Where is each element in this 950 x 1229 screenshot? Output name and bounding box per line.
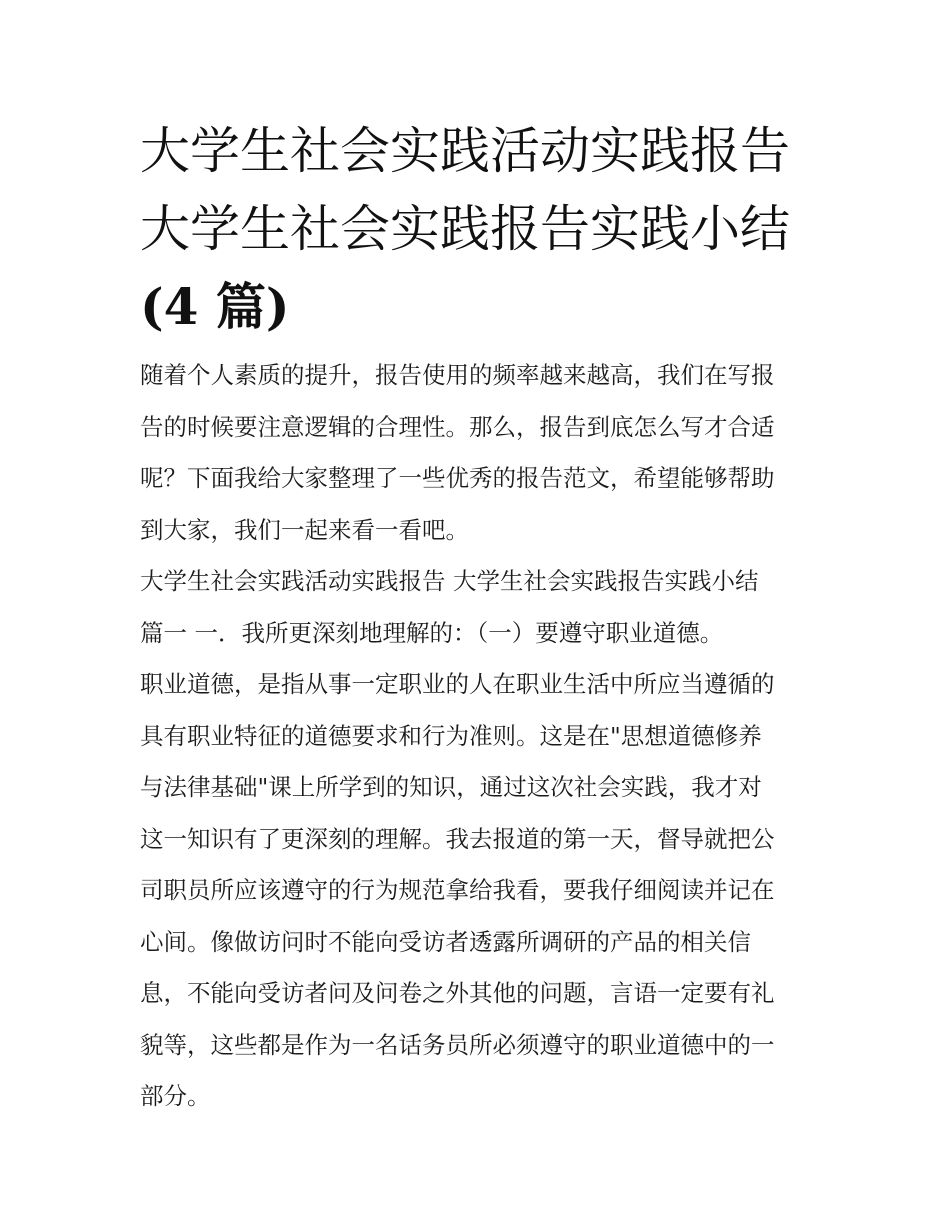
title-line-1: 大学生社会实践活动实践报告: [140, 122, 790, 180]
body-line-2: 告的时候要注意逻辑的合理性。那么，报告到底怎么写才合适: [140, 412, 775, 441]
body-line-10: 这一知识有了更深刻的理解。我去报道的第一天，督导就把公: [140, 824, 775, 853]
body-line-11: 司职员所应该遵守的行为规范拿给我看，要我仔细阅读并记在: [140, 876, 775, 904]
body-line-15: 部分。: [140, 1082, 211, 1110]
body-line-13: 息，不能向受访者问及问卷之外其他的问题，言语一定要有礼: [140, 979, 775, 1007]
body-line-14: 貌等，这些都是作为一名话务员所必须遵守的职业道德中的一: [140, 1030, 775, 1059]
title-line-3: (4 篇): [140, 277, 290, 336]
body-line-6: 篇一 一．我所更深刻地理解的：（一）要遵守职业道德。: [140, 618, 724, 647]
title-line-2: 大学生社会实践报告实践小结: [140, 200, 790, 258]
body-line-4: 到大家，我们一起来看一看吧。: [140, 515, 469, 544]
body-line-7: 职业道德，是指从事一定职业的人在职业生活中所应当遵循的: [140, 670, 775, 698]
body-line-12: 心间。像做访问时不能向受访者透露所调研的产品的相关信: [140, 927, 751, 956]
body-line-1: 随着个人素质的提升，报告使用的频率越来越高，我们在写报: [140, 361, 775, 389]
body-line-9: 与法律基础"课上所学到的知识，通过这次社会实践，我才对: [140, 773, 762, 801]
document-title: [140, 112, 812, 346]
body-line-8: 具有职业特征的道德要求和行为准则。这是在"思想道德修养: [140, 721, 762, 750]
body-line-5: 大学生社会实践活动实践报告 大学生社会实践报告实践小结: [140, 567, 759, 595]
document-body: [140, 350, 812, 1123]
body-line-3: 呢？下面我给大家整理了一些优秀的报告范文，希望能够帮助: [140, 464, 775, 492]
document-content: [140, 112, 812, 1123]
